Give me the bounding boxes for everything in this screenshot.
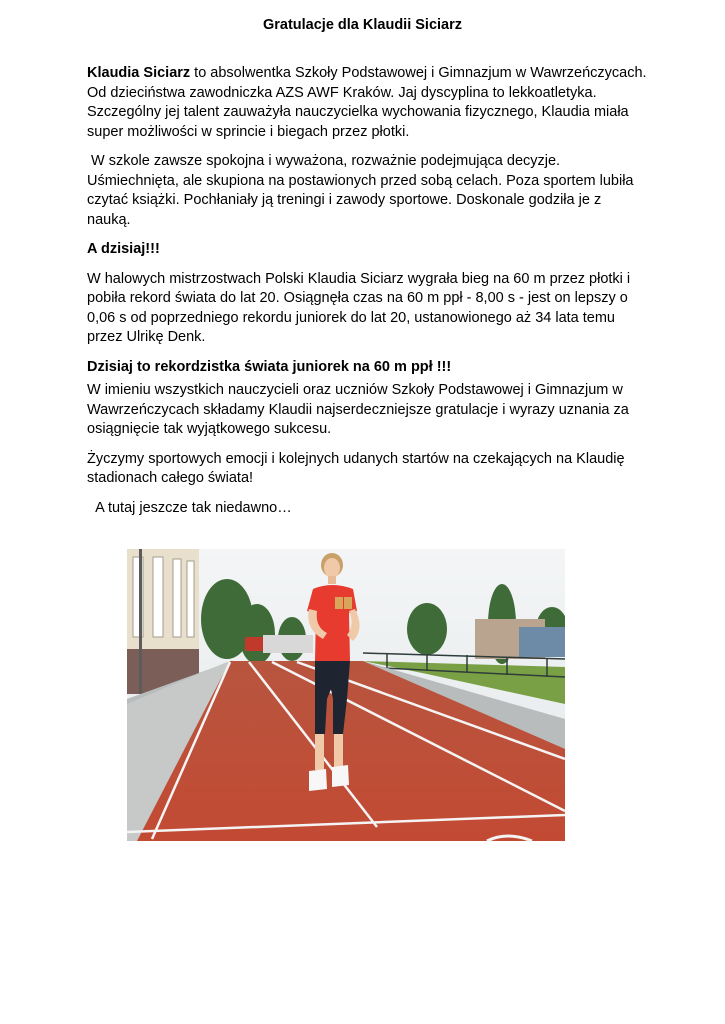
athlete-photo (127, 549, 565, 841)
athlete-name: Klaudia Siciarz (87, 65, 191, 81)
intro-text: to absolwentka Szkoły Podstawowej i Gimnazjum w Wawrzeńczycach. Od dzieciństwa zawodniczka AZS AWF Kraków. Jaj dyscyplina to lekkoatletyka. Szczególny jej talent zauważyła nauczycielka wychowania fizycznego, Klaudia miała super możliwości w sprincie i biegach przez płotki. (87, 65, 647, 140)
heading-record-holder: Dzisiaj to rekordzistka świata juniorek na 60 m ppł !!! (87, 358, 452, 375)
paragraph-intro (87, 64, 647, 142)
document-body (87, 64, 647, 528)
paragraph-record: W halowych mistrzostwach Polski Klaudia Siciarz wygrała bieg na 60 m przez płotki i pobiła rekord świata do lat 20. Osiągnęła czas na 60 m ppł - 8,00 s - jest on lepszy o 0,06 s od poprzedniego rekordu juniorek do lat 20, ustanowionego aż 34 lata temu przez Ulrikę Denk. (87, 270, 631, 345)
document-title: Gratulacje dla Klaudii Siciarz (262, 17, 463, 33)
paragraph-wishes: Życzymy sportowych emocji i kolejnych udanych startów na czekających na Klaudię stadionach całego świata! (87, 450, 625, 486)
paragraph-character: W szkole zawsze spokojna i wyważona, rozważnie podejmująca decyzje. Uśmiechnięta, ale skupiona na postawionych przed sobą celach. Poza sportem lubiła czytać książki. Pochłaniały ją treningi i zawody sportowe. Doskonale godziła je z nauką. (87, 153, 638, 228)
paragraph-congratulations: W imieniu wszystkich nauczycieli oraz uczniów Szkoły Podstawowej i Gimnazjum w Wawrzeńczycach składamy Klaudii najserdeczniejsze gratulacje i wyrazy uznania za osiągnięcie tak wyjątkowego sukcesu. (87, 382, 629, 437)
paragraph-recently: A tutaj jeszcze tak niedawno… (87, 499, 292, 516)
heading-today: A dzisiaj!!! (87, 241, 160, 257)
